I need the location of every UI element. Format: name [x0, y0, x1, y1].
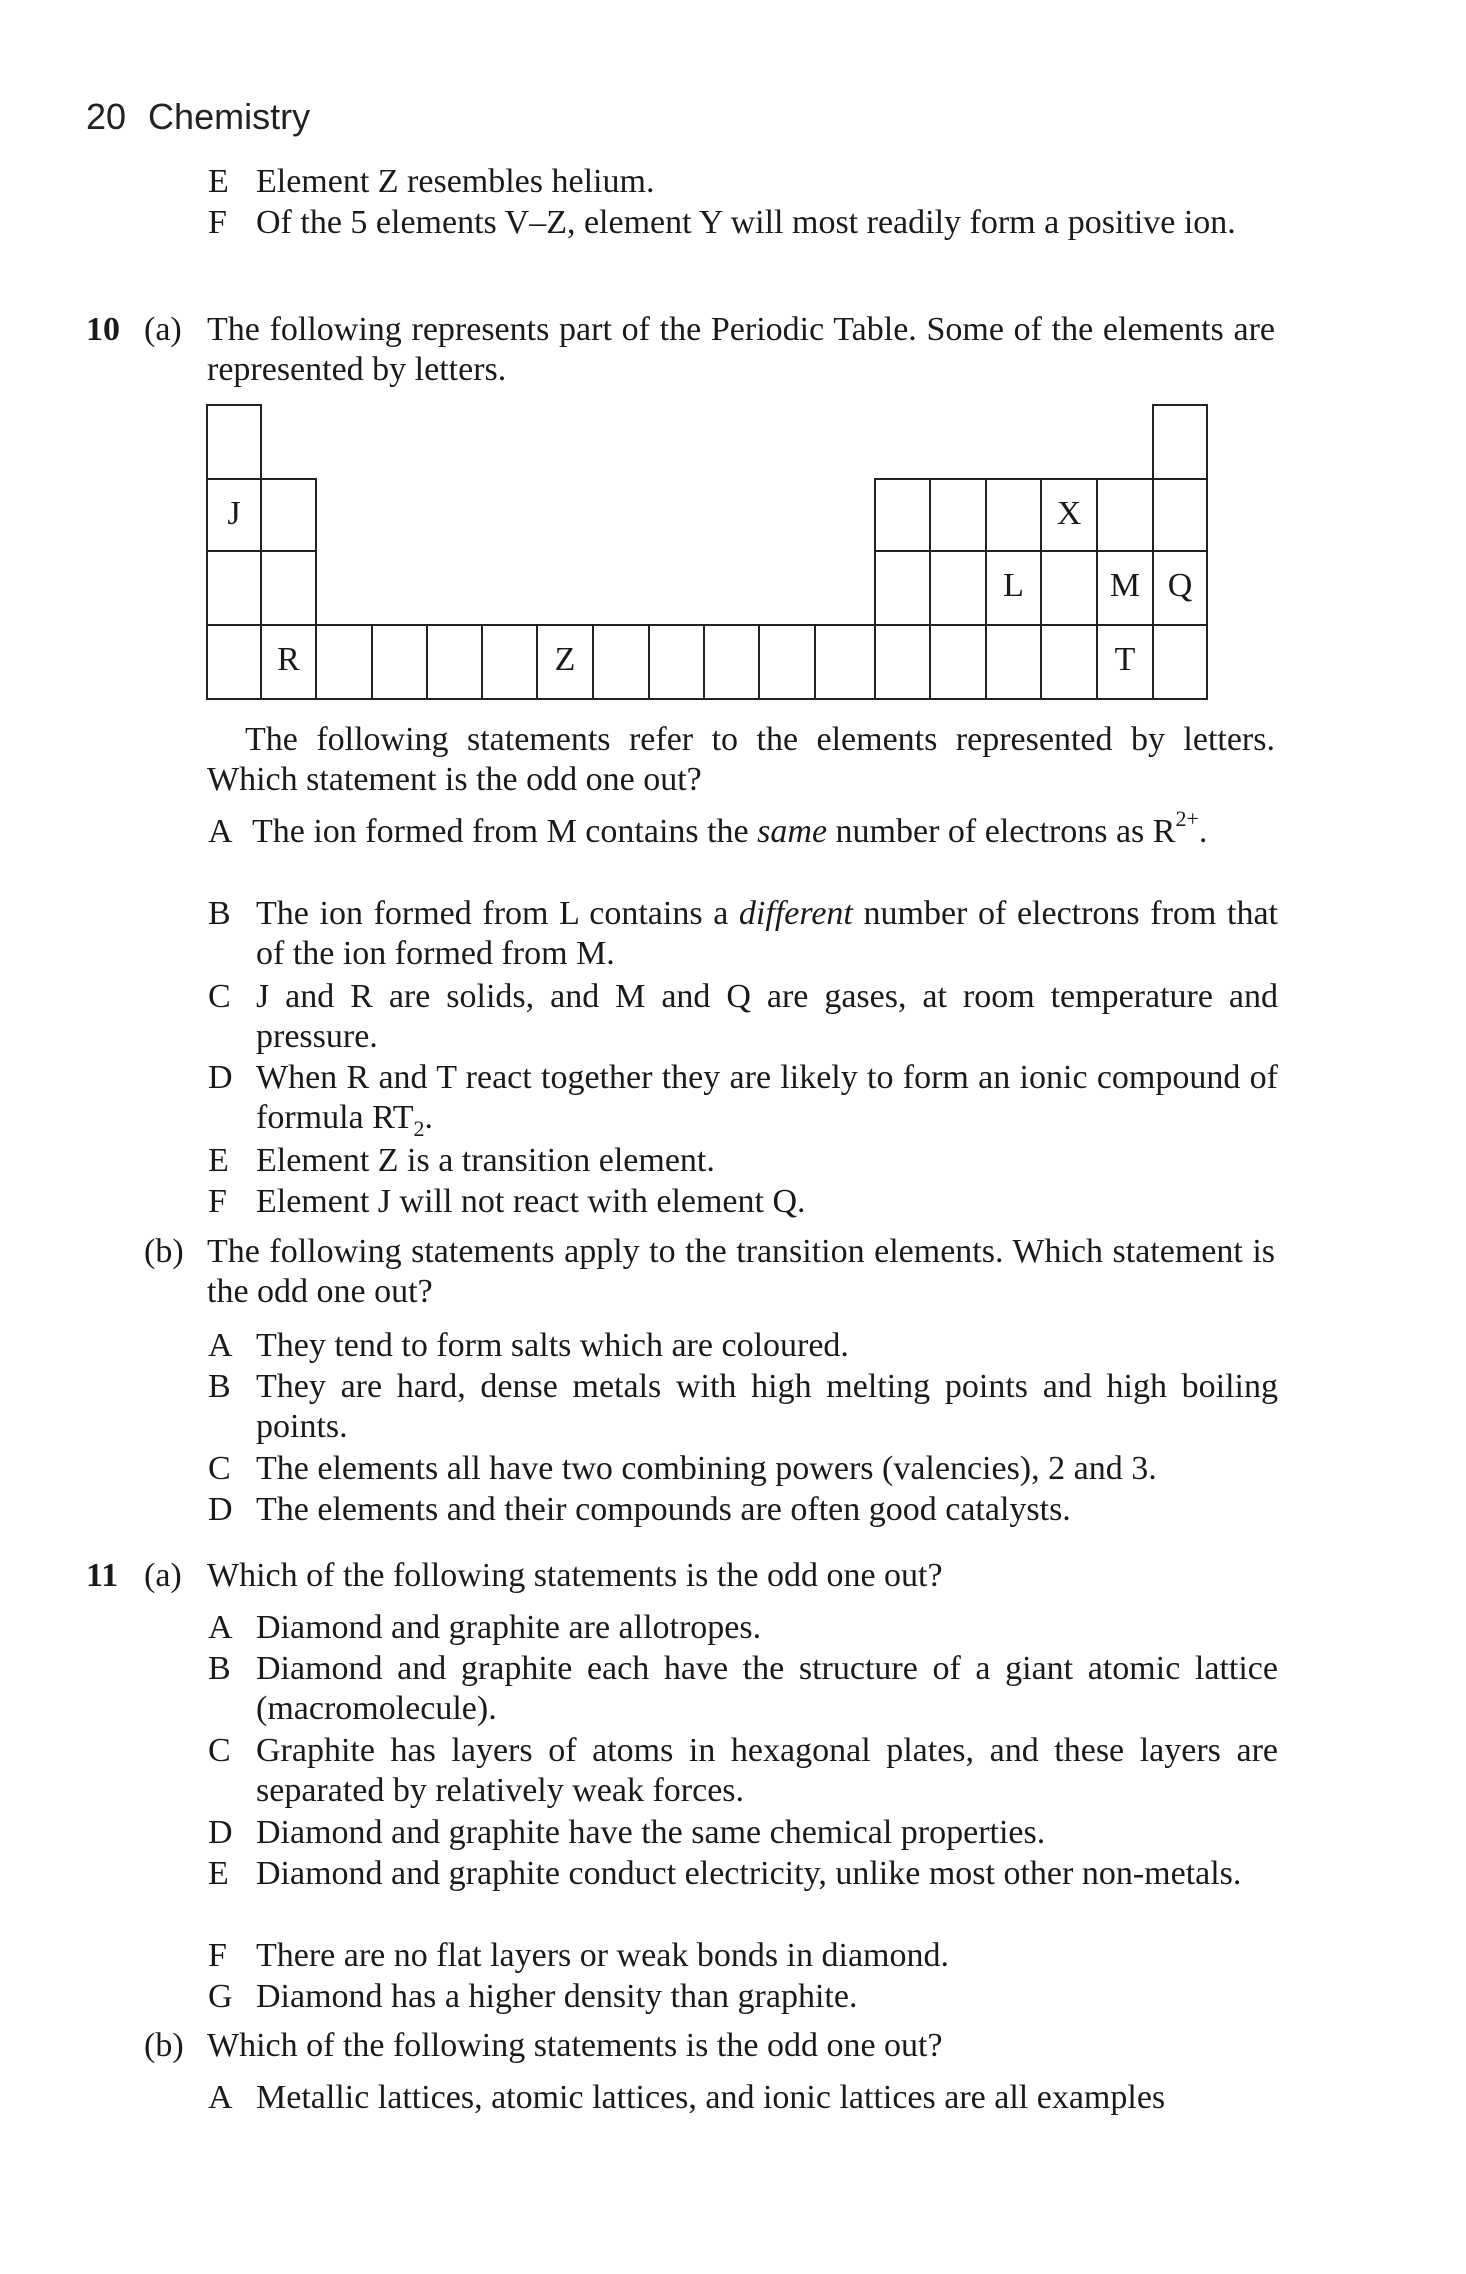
pt-cell	[481, 624, 538, 700]
option-text	[256, 894, 1278, 974]
pt-cell	[206, 404, 262, 480]
q10b-option-b	[208, 1367, 1278, 1451]
pt-cell	[1096, 478, 1154, 552]
option-letter: E	[208, 1855, 229, 1892]
q11-part-a-stem: Which of the following statements is the odd one out?	[207, 1557, 943, 1594]
option-text: They tend to form salts which are coloured.	[256, 1327, 849, 1364]
pt-cell-t: T	[1096, 624, 1154, 700]
option-letter: A	[208, 2079, 233, 2116]
option-text-part: number of electrons as	[827, 813, 1153, 850]
q10a-option-d	[208, 1058, 1278, 1142]
option-text: Metallic lattices, atomic lattices, and ionic lattices are all examples	[256, 2079, 1166, 2116]
option-text-part: The ion formed from L contains a	[256, 895, 739, 932]
option-text: They are hard, dense metals with high melting points and high boiling points.	[256, 1368, 1278, 1445]
option-letter: B	[208, 895, 231, 932]
pt-cell	[703, 624, 760, 700]
q11-part-b-stem: Which of the following statements is the odd one out?	[207, 2027, 943, 2064]
q10a-option-b	[208, 894, 1278, 978]
option-text: Element J will not react with element Q.	[256, 1183, 806, 1220]
option-text: Graphite has layers of atoms in hexagonal plates, and these layers are separated by relatively weak forces.	[256, 1732, 1278, 1809]
option-text: Diamond and graphite each have the structure of a giant atomic lattice (macromolecule).	[256, 1650, 1278, 1727]
q11a-option-c	[208, 1731, 1278, 1815]
pt-cell-q: Q	[1152, 550, 1208, 626]
q10-part-a-label: (a)	[144, 311, 182, 348]
option-text: Diamond has a higher density than graphite.	[256, 1978, 858, 2015]
page-number: 20	[86, 96, 127, 137]
pt-cell	[592, 624, 650, 700]
option-text: Diamond and graphite conduct electricity, unlike most other non-metals.	[256, 1855, 1242, 1892]
option-text: Element Z resembles helium.	[256, 163, 655, 200]
pt-cell	[758, 624, 816, 700]
option-letter: C	[208, 1732, 231, 1769]
option-letter: D	[208, 1814, 233, 1851]
pt-cell	[814, 624, 876, 700]
option-text: There are no flat layers or weak bonds in diamond.	[256, 1937, 949, 1974]
q10-part-a-intro: The following represents part of the Periodic Table. Some of the elements are represented by letters.	[207, 311, 1275, 388]
option-letter: B	[208, 1650, 231, 1687]
pt-cell	[1152, 624, 1208, 700]
pt-cell-m: M	[1096, 550, 1154, 626]
pt-cell	[1040, 550, 1098, 626]
pt-cell-r: R	[260, 624, 317, 700]
pt-cell	[315, 624, 373, 700]
q10a-option-a	[208, 806, 1278, 896]
pt-cell	[1152, 478, 1208, 552]
option-letter: A	[208, 1327, 233, 1364]
option-letter: E	[208, 1142, 229, 1179]
pt-cell	[371, 624, 428, 700]
q10a-option-c	[208, 977, 1278, 1061]
option-text: J and R are solids, and M and Q are gases, at room temperature and pressure.	[256, 978, 1278, 1055]
option-text-part: The ion formed from M contains the	[252, 813, 758, 850]
option-text: The elements and their compounds are often good catalysts.	[256, 1491, 1071, 1528]
option-text-part: .	[424, 1099, 434, 1136]
pt-cell	[874, 624, 931, 700]
pt-cell	[985, 624, 1042, 700]
option-letter: C	[208, 1450, 231, 1487]
pt-cell	[874, 478, 931, 552]
pt-cell-z: Z	[536, 624, 594, 700]
pt-cell	[1152, 404, 1208, 480]
option-text-part: number of electrons from that of the ion formed from M.	[256, 895, 1278, 972]
pt-cell	[260, 550, 317, 626]
question-number-11: 11	[86, 1557, 119, 1594]
option-letter: F	[208, 204, 227, 241]
pt-cell	[929, 550, 987, 626]
option-letter: D	[208, 1059, 233, 1096]
ion-symbol: R	[1152, 813, 1176, 850]
option-letter: C	[208, 978, 231, 1015]
option-emphasis: different	[738, 895, 853, 932]
formula-subscript: 2	[413, 1116, 425, 1141]
ion-charge: 2+	[1175, 806, 1199, 831]
option-text: Element Z is a transition element.	[256, 1142, 715, 1179]
option-letter: D	[208, 1491, 233, 1528]
pt-cell	[874, 550, 931, 626]
pt-cell	[648, 624, 705, 700]
option-letter: E	[208, 163, 229, 200]
subject-title: Chemistry	[148, 96, 311, 137]
pt-cell	[206, 624, 262, 700]
pt-cell-l: L	[985, 550, 1042, 626]
q11-part-b-label: (b)	[144, 2027, 184, 2064]
pt-cell	[206, 550, 262, 626]
option-text: Diamond and graphite are allotropes.	[256, 1609, 762, 1646]
option-letter: A	[208, 813, 233, 850]
pt-cell	[929, 478, 987, 552]
q10-part-b-label: (b)	[144, 1233, 184, 1270]
pt-cell-j: J	[206, 478, 262, 552]
q11a-option-e	[208, 1854, 1278, 1938]
periodic-table-diagram	[206, 404, 1208, 700]
option-letter: B	[208, 1368, 231, 1405]
running-head	[86, 96, 310, 138]
question-number-10: 10	[86, 311, 120, 348]
option-text: Diamond and graphite have the same chemical properties.	[256, 1814, 1046, 1851]
option-text-part: When R and T react together they are likely to form an ionic compound of formula RT	[256, 1059, 1278, 1136]
option-text: The elements all have two combining powers (valencies), 2 and 3.	[256, 1450, 1157, 1487]
option-text: Of the 5 elements V–Z, element Y will most readily form a positive ion.	[256, 204, 1236, 241]
pt-cell	[929, 624, 987, 700]
q10-part-a-stem: The following statements refer to the elements represented by letters. Which statement is the odd one out?	[207, 721, 1275, 798]
pt-cell	[1040, 624, 1098, 700]
option-letter: G	[208, 1978, 233, 2015]
q11a-option-b	[208, 1649, 1278, 1733]
pt-cell-x: X	[1040, 478, 1098, 552]
pt-cell	[260, 478, 317, 552]
q10-part-b-stem: The following statements apply to the transition elements. Which statement is the odd one out?	[207, 1233, 1275, 1310]
option-text	[252, 806, 1278, 852]
option-letter: F	[208, 1937, 227, 1974]
option-letter: F	[208, 1183, 227, 1220]
option-emphasis: same	[757, 813, 828, 850]
q11-part-a-label: (a)	[144, 1557, 182, 1594]
option-text	[256, 1058, 1278, 1141]
option-letter: A	[208, 1609, 233, 1646]
pt-cell	[985, 478, 1042, 552]
q9-option-f	[208, 203, 1278, 287]
option-text-part: .	[1198, 813, 1208, 850]
pt-cell	[426, 624, 483, 700]
